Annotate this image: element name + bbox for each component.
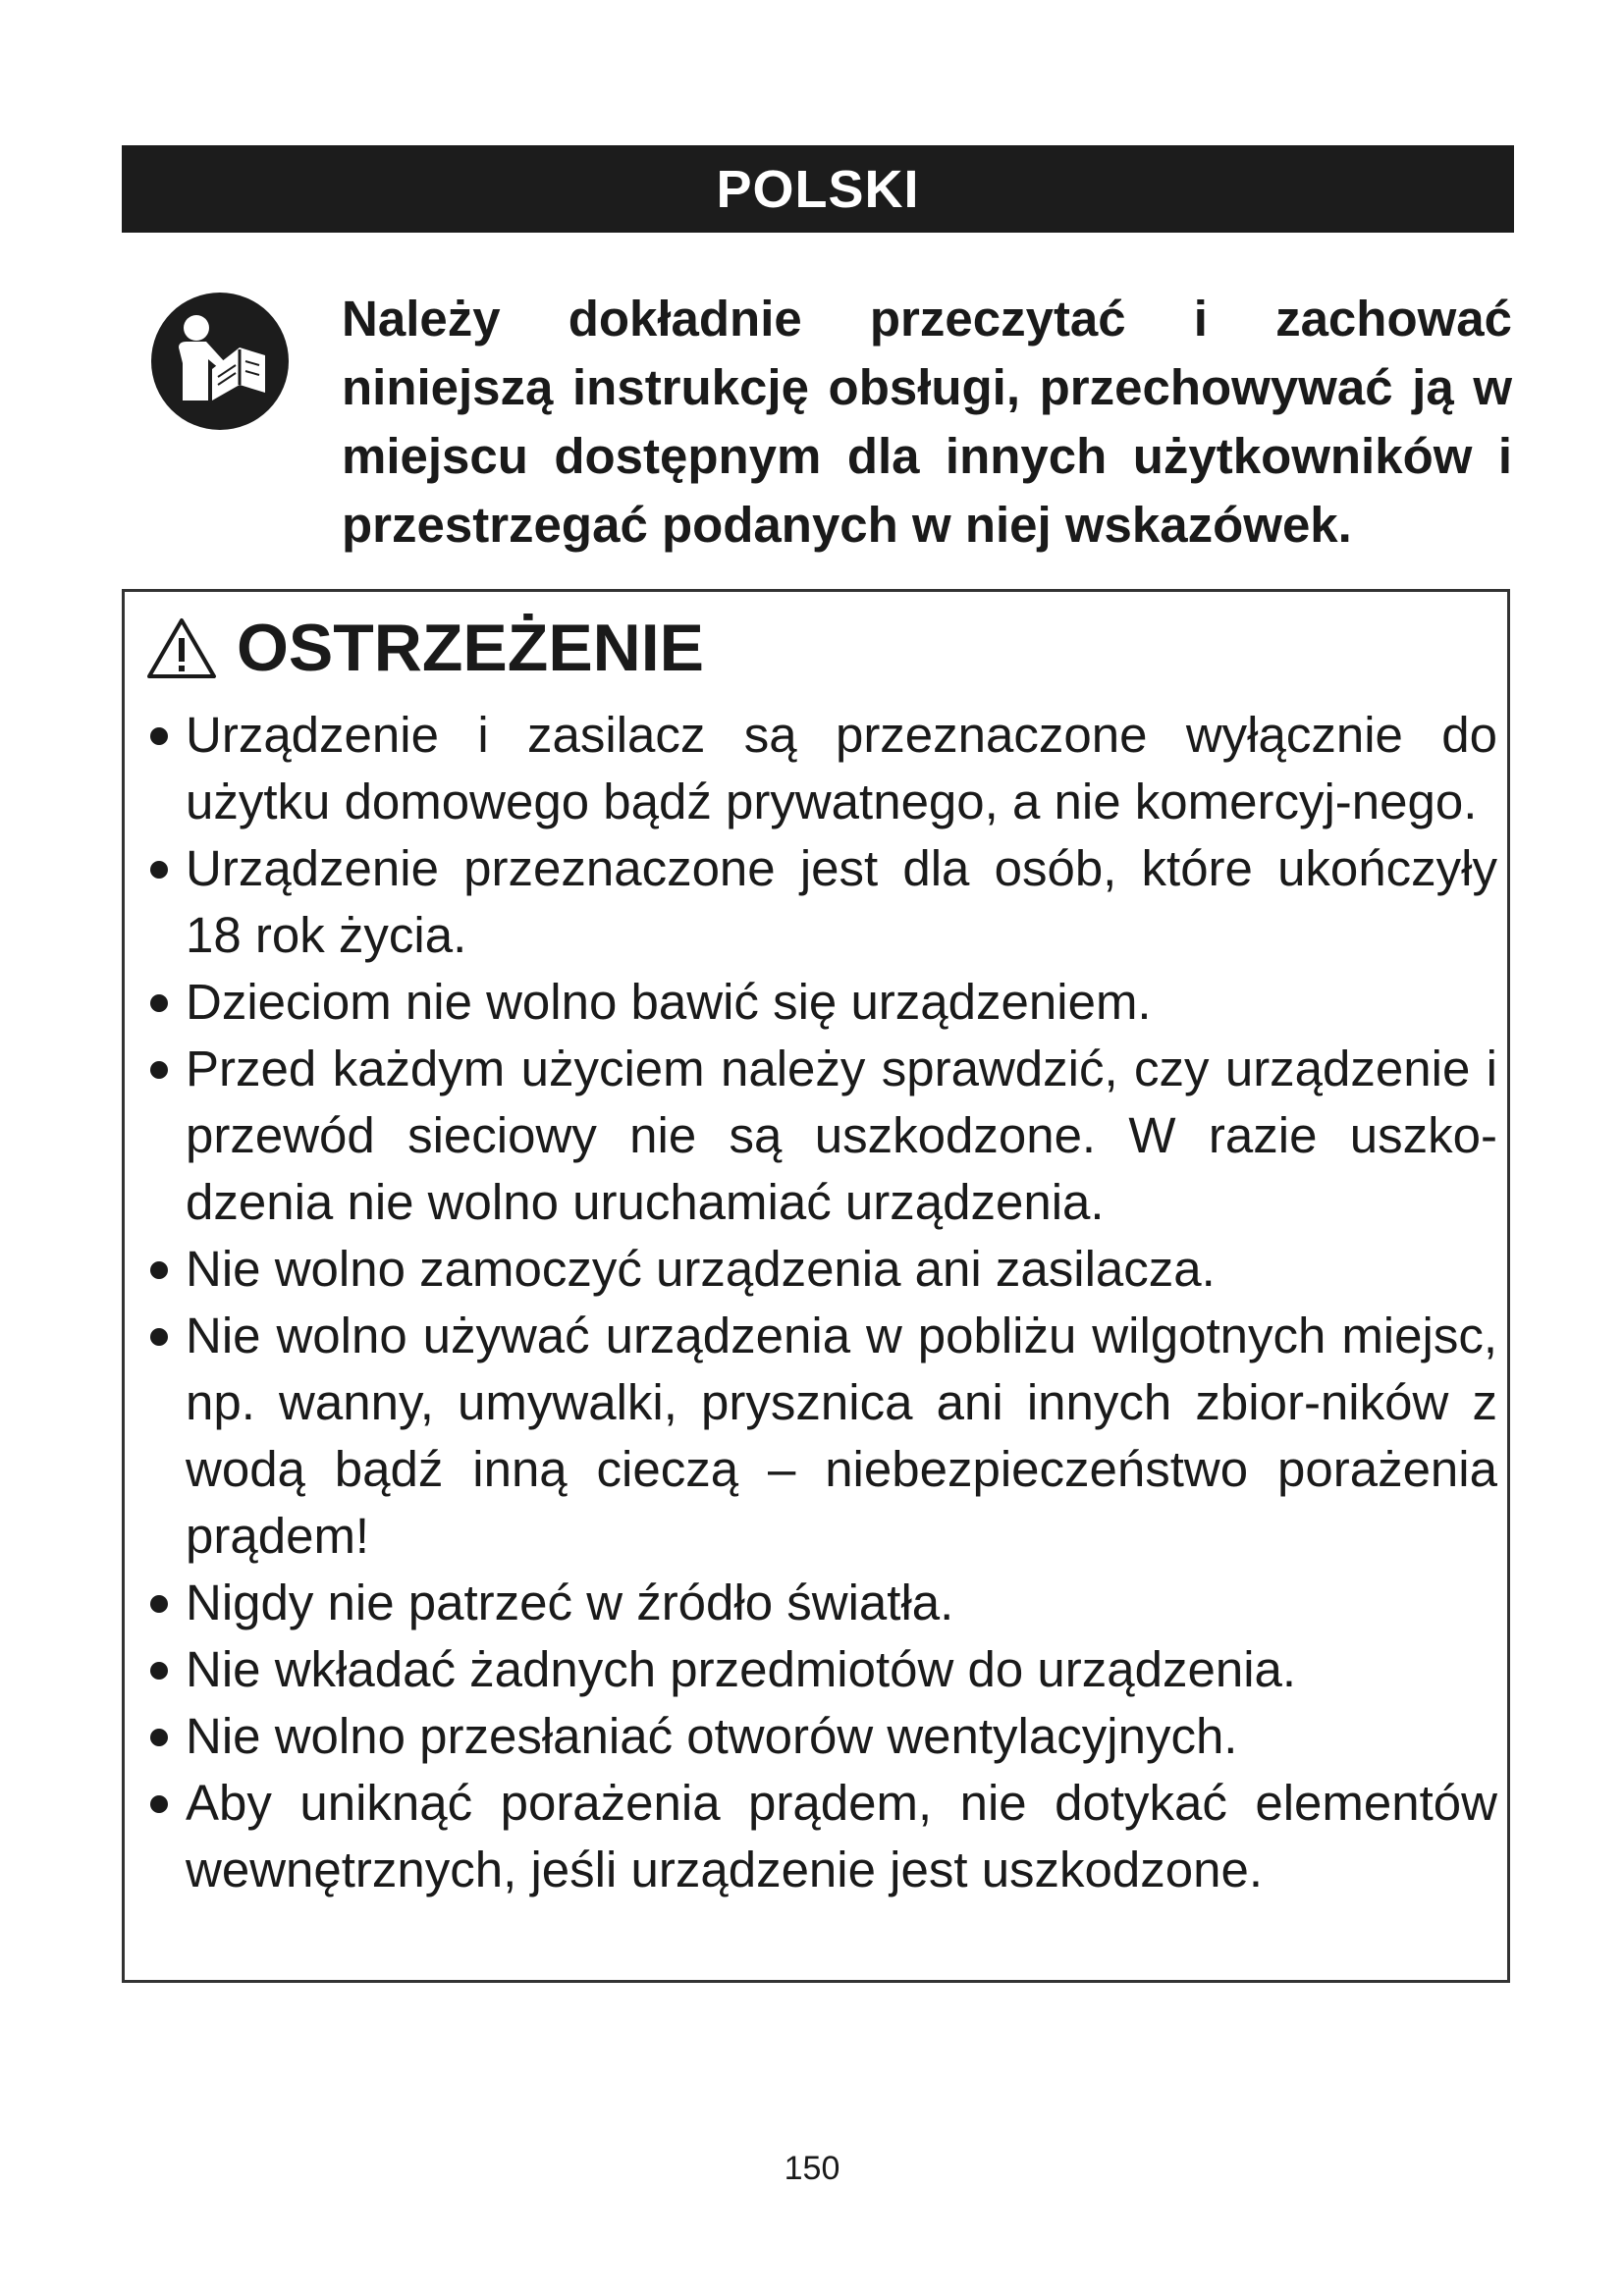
warning-list [146,702,1497,1903]
list-item-text: Nie wolno przesłaniać otworów wentylacyjnych. [186,1708,1238,1764]
bullet-icon [150,1662,168,1680]
list-item [146,835,1497,969]
warning-header [146,610,704,686]
read-manual-icon [149,291,291,432]
bullet-icon [150,1729,168,1746]
list-item [146,1036,1497,1236]
language-label: POLSKI [716,159,920,219]
bullet-icon [150,861,168,879]
bullet-icon [150,1595,168,1613]
warning-triangle-icon [146,616,217,679]
warning-box [122,589,1510,1983]
bullet-icon [150,1061,168,1079]
page-number: 150 [784,2150,840,2187]
bullet-icon [150,994,168,1012]
language-header-bar [122,145,1514,233]
list-item [146,1236,1497,1303]
list-item [146,1770,1497,1903]
list-item-text: Nigdy nie patrzeć w źródło światła. [186,1575,954,1630]
list-item-text: Nie wkładać żadnych przedmiotów do urządzenia. [186,1641,1297,1697]
list-item-text: Urządzenie przeznaczone jest dla osób, które ukończyły 18 rok życia. [186,840,1497,963]
bullet-icon [150,1261,168,1279]
bullet-icon [150,1328,168,1346]
list-item-text: Nie wolno zamoczyć urządzenia ani zasilacza. [186,1241,1216,1297]
list-item [146,1570,1497,1636]
list-item-text: Nie wolno używać urządzenia w pobliżu wilgotnych miejsc, np. wanny, umywalki, prysznica ani innych zbior-ników z wodą bądź inną cieczą – niebezpieczeństwo porażenia prądem! [186,1308,1497,1564]
bullet-icon [150,727,168,745]
list-item [146,1636,1497,1703]
list-item-text: Urządzenie i zasilacz są przeznaczone wyłącznie do użytku domowego bądź prywatnego, a nie komercyj-nego. [186,707,1497,829]
list-item [146,969,1497,1036]
warning-title: OSTRZEŻENIE [237,611,705,685]
list-item-text: Przed każdym użyciem należy sprawdzić, czy urządzenie i przewód sieciowy nie są uszkodzone. W razie uszko-dzenia nie wolno uruchamiać urządzenia. [186,1041,1497,1230]
bullet-icon [150,1795,168,1813]
list-item [146,1303,1497,1570]
list-item [146,702,1497,835]
list-item-text: Aby uniknąć porażenia prądem, nie dotykać elementów wewnętrznych, jeśli urządzenie jest uszkodzone. [186,1775,1497,1897]
intro-instruction-text: Należy dokładnie przeczytać i zachować niniejszą instrukcję obsługi, przechowywać ją w miejscu dostępnym dla innych użytkowników i przestrzegać podanych w niej wskazówek. [342,291,1512,553]
list-item [146,1703,1497,1770]
list-item-text: Dzieciom nie wolno bawić się urządzeniem. [186,974,1152,1030]
